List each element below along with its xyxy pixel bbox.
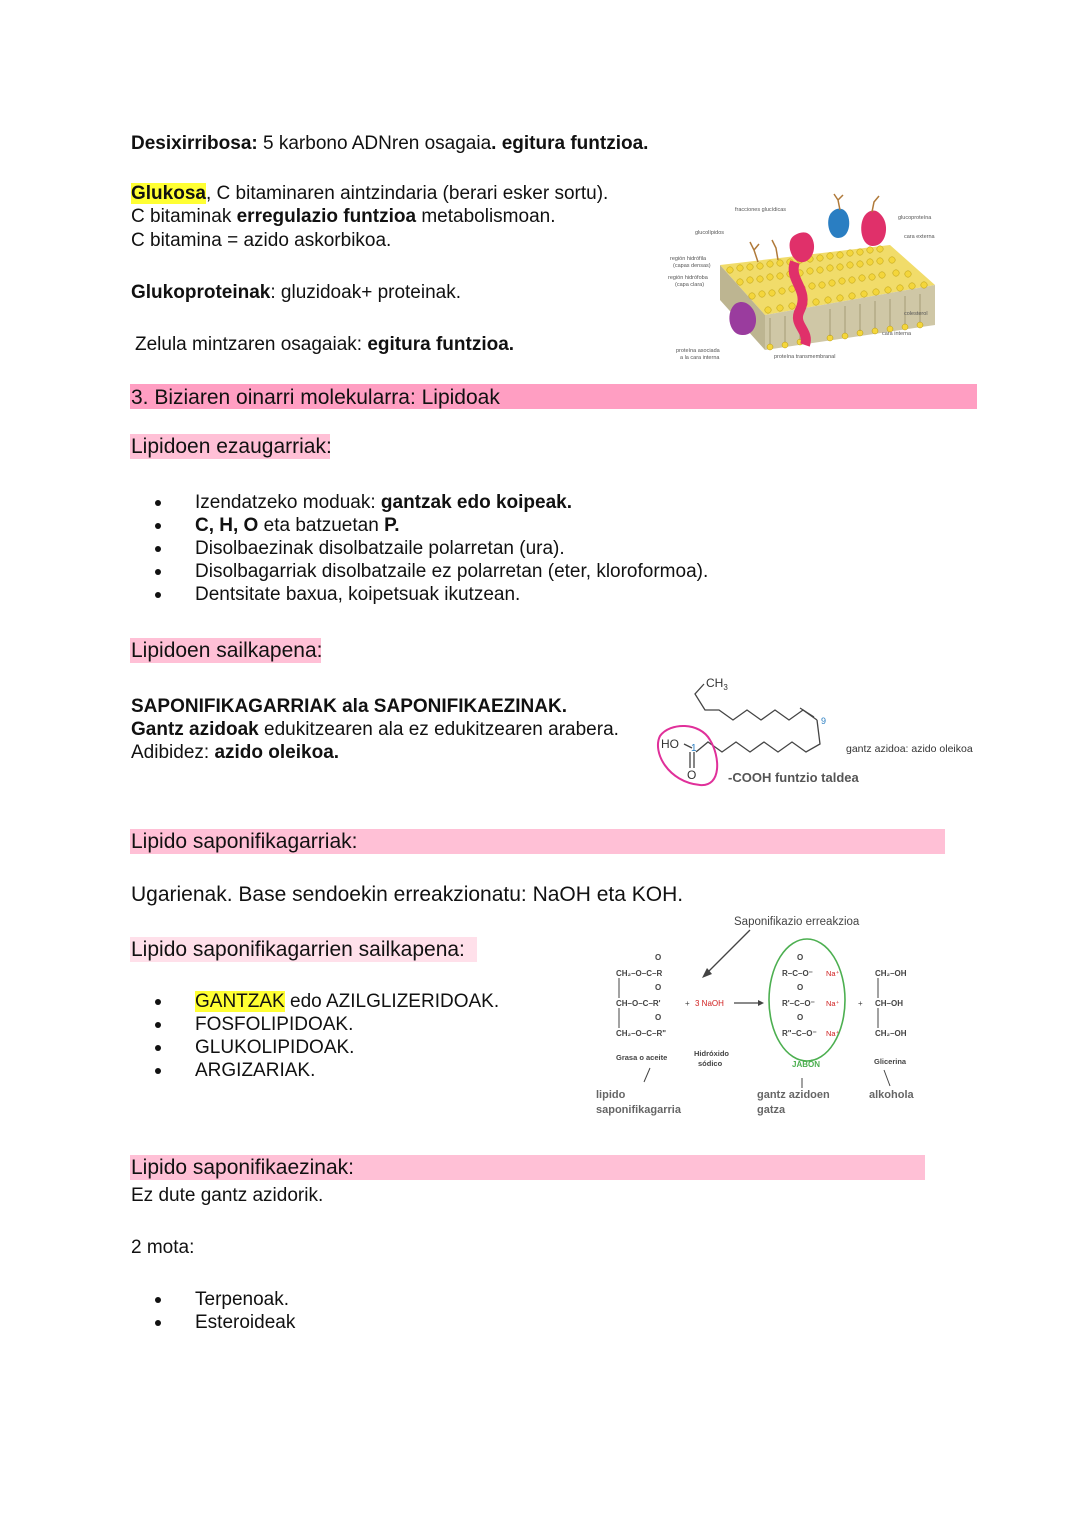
desoxirribosa-term: Desixirribosa: <box>131 133 258 154</box>
right-row-2: CH–OH <box>875 999 904 1008</box>
svg-text:Na⁺: Na⁺ <box>826 999 840 1008</box>
left-row-2: CH–O–C–R' <box>616 999 661 1008</box>
svg-text:+: + <box>685 999 690 1008</box>
label-hidrofila-1: región hidrófila <box>670 256 707 262</box>
bullet <box>155 592 161 598</box>
bullet <box>155 569 161 575</box>
mid-row-3: R"–C–O⁻ <box>782 1029 817 1038</box>
label-hidrofila-2: (capas densas) <box>673 263 711 269</box>
label-hidrofoba-1: región hidrófoba <box>668 275 708 281</box>
bullet <box>155 1320 161 1326</box>
grasa-label: Grasa o aceite <box>616 1053 668 1062</box>
gatza-label-1: gantz azidoen <box>757 1089 830 1101</box>
lipido-label-2: saponifikagarria <box>596 1104 681 1116</box>
ezaugarriak-title: Lipidoen ezaugarriak: <box>131 435 332 458</box>
left-row-1: CH₂–O–C–R <box>616 969 663 978</box>
section-3-title: 3. Biziaren oinarri molekularra: Lipidoak <box>131 386 500 409</box>
oleic-acid-structure <box>650 670 990 792</box>
sailkapena-line-3: Adibidez: azido oleikoa. <box>131 742 340 763</box>
label-glucoproteina: glucoproteína <box>898 215 932 221</box>
right-row-1: CH₂–OH <box>875 969 907 978</box>
zelula-line: Zelula mintzaren osagaiak: egitura funtzioa. <box>135 334 515 355</box>
saponifikaezinak-title: Lipido saponifikaezinak: <box>131 1156 354 1179</box>
glukosa-line-1: Glukosa, C bitaminaren aintzindaria (berari esker sortu). <box>131 183 609 204</box>
label-hidrofoba-2: (capa clara) <box>675 282 705 288</box>
svg-text:O: O <box>655 983 662 992</box>
jabon-label: JABÓN <box>792 1060 821 1069</box>
svg-text:+: + <box>858 999 863 1008</box>
sailkapena-line-2: Gantz azidoak edukitzearen ala ez edukitzearen arabera. <box>131 719 619 740</box>
mid-row-1: R–C–O⁻ <box>782 969 813 978</box>
oleic-caption: gantz azidoa: azido oleikoa <box>846 743 973 755</box>
saponifikaezinak-line: Ez dute gantz azidorik. <box>131 1185 324 1206</box>
carbon-9-label: 9 <box>821 716 827 726</box>
glukoproteinak-term: Glukoproteinak <box>131 282 271 303</box>
svg-text:O: O <box>655 1013 662 1022</box>
saponifikagarriak-title: Lipido saponifikagarriak: <box>131 830 358 853</box>
svg-text:O: O <box>797 1013 804 1022</box>
saponification-diagram <box>592 910 932 1120</box>
bullet <box>155 1297 161 1303</box>
label-fracciones: fracciones glucídicas <box>735 207 787 213</box>
label-transmembranal: proteína transmembranal <box>774 354 836 360</box>
label-cara-interna: cara interna <box>882 331 912 337</box>
mid-row-2: R'–C–O⁻ <box>782 999 815 1008</box>
left-row-3: CH₂–O–C–R" <box>616 1029 667 1038</box>
glukosa-line-2: C bitaminak erregulazio funtzioa metabolismoan. <box>131 206 556 227</box>
glukosa-term: Glukosa <box>131 183 206 204</box>
bullet <box>155 1022 161 1028</box>
label-asociada-2: a la cara interna <box>680 355 720 361</box>
hidroxido-label-1: Hidróxido <box>694 1049 729 1058</box>
svg-text:Na⁺: Na⁺ <box>826 1029 840 1038</box>
ho-label: HO <box>661 737 679 751</box>
svg-text:O: O <box>797 983 804 992</box>
cell-membrane-diagram <box>660 190 942 365</box>
sailkapena-line-1: SAPONIFIKAGARRIAK ala SAPONIFIKAEZINAK. <box>131 696 567 717</box>
glukoproteinak-line: Glukoproteinak: gluzidoak+ proteinak. <box>131 282 462 303</box>
naoh-label: 3 NaOH <box>695 999 724 1008</box>
svg-text:O: O <box>797 953 804 962</box>
alkohola-label: alkohola <box>869 1089 914 1101</box>
sap-sailkapena-title: Lipido saponifikagarrien sailkapena: <box>131 938 465 961</box>
cooh-caption: -COOH funtzio taldea <box>728 770 859 785</box>
o-label: O <box>687 768 697 782</box>
bullet <box>155 1045 161 1051</box>
label-glucolipidos: glucolípidos <box>695 230 725 236</box>
lipido-label-1: lipido <box>596 1089 626 1101</box>
hidroxido-label-2: sódico <box>698 1059 723 1068</box>
svg-text:O: O <box>655 953 662 962</box>
label-cara-externa: cara externa <box>904 234 935 240</box>
carbon-1-label: 1 <box>691 743 697 754</box>
bullet <box>155 999 161 1005</box>
gatza-label-2: gatza <box>757 1104 786 1116</box>
right-row-3: CH₂–OH <box>875 1029 907 1038</box>
bullet <box>155 500 161 506</box>
desoxirribosa-line: Desixirribosa: 5 karbono ADNren osagaia. egitura funtzioa. <box>131 133 649 154</box>
svg-text:Na⁺: Na⁺ <box>826 969 840 978</box>
glicerina-label: Glicerina <box>874 1057 907 1066</box>
bullet <box>155 546 161 552</box>
reaction-title: Saponifikazio erreakzioa <box>734 916 860 928</box>
bullet <box>155 1068 161 1074</box>
label-asociada-1: proteína asociada <box>676 348 720 354</box>
bullet <box>155 523 161 529</box>
ch3-label: $CH_3$ <box>706 676 728 692</box>
sailkapena-title: Lipidoen sailkapena: <box>131 639 323 662</box>
label-colesterol: colesterol <box>904 311 928 317</box>
saponifikagarriak-line: Ugarienak. Base sendoekin erreakzionatu: NaOH eta KOH. <box>131 883 684 906</box>
blue-protein <box>828 209 849 238</box>
glukosa-line-3: C bitamina = azido askorbikoa. <box>131 230 392 251</box>
mota-line: 2 mota: <box>131 1237 195 1258</box>
